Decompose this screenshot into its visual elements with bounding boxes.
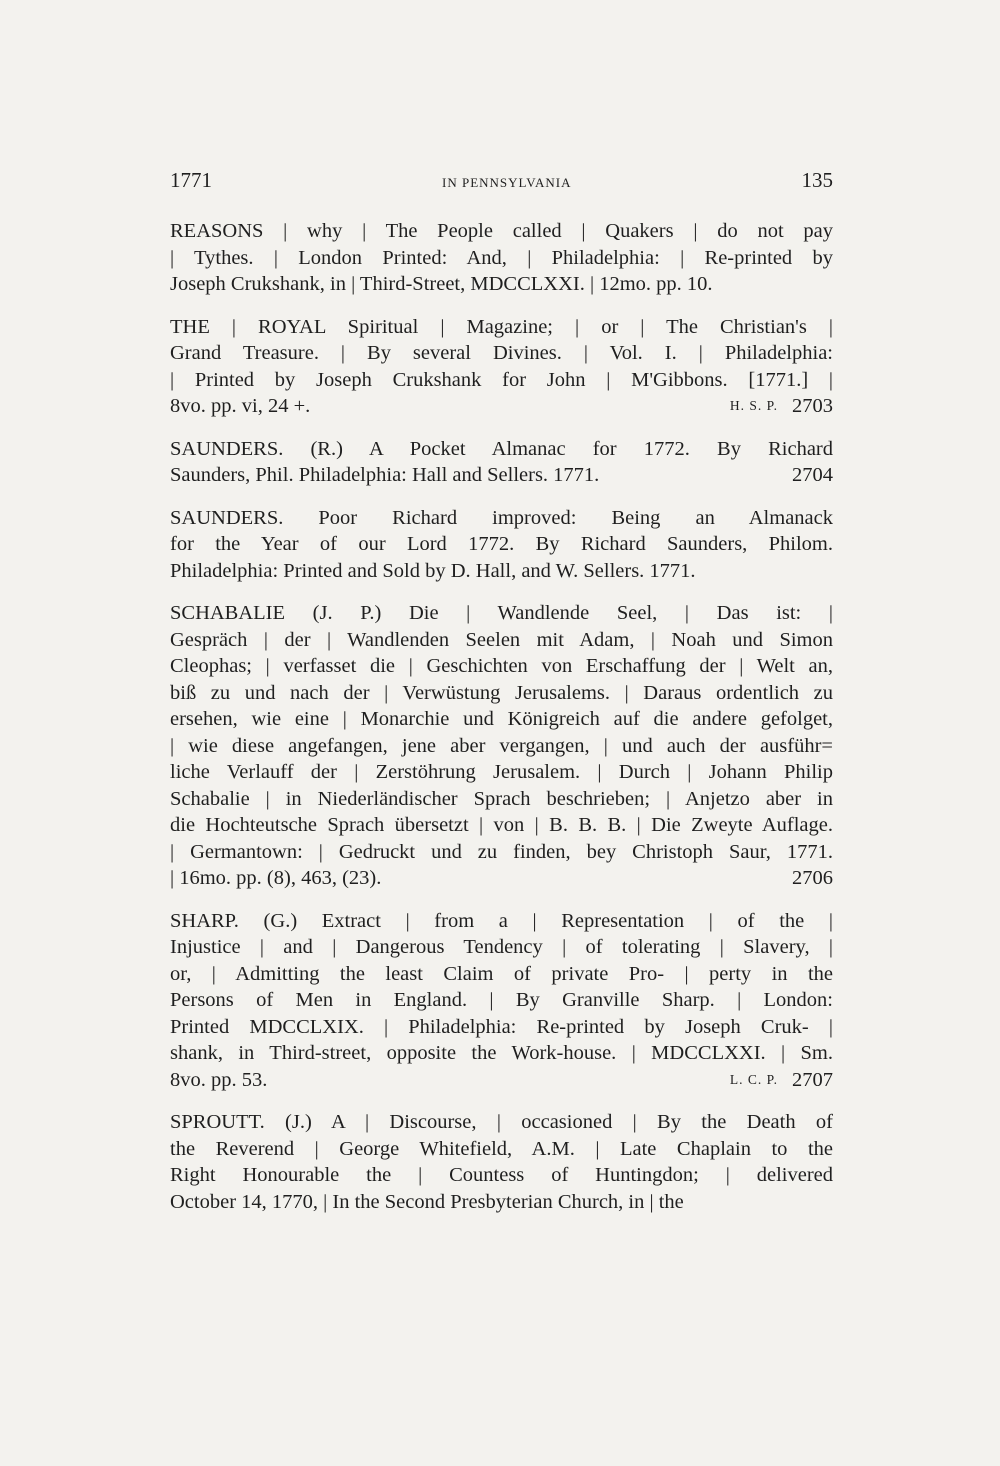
library-sigla: H. S. P. (729, 398, 778, 413)
bibliography-entry (170, 505, 833, 585)
entry-line: Joseph Crukshank, in | Third-Street, MDCCLXXI. | 12mo. pp. 10. (170, 273, 713, 295)
entry-line: Persons of Men in England. | By Granville Sharp. | London: (170, 989, 833, 1011)
entry-line: SHARP. (G.) Extract | from a | Representation | of the | (170, 909, 833, 932)
entry-line: biß zu und nach der | Verwüstung Jerusalems. | Daraus ordentlich zu (170, 681, 833, 704)
entry-line: liche Verlauff der | Zerstöhrung Jerusalem. | Durch | Johann Philip (170, 761, 833, 783)
entry-line: Philadelphia: Printed and Sold by D. Hall, and W. Sellers. 1771. (170, 559, 696, 582)
entry-line: ersehen, wie eine | Monarchie und Königreich auf die andere gefolget, (170, 708, 833, 730)
entry-line: the Reverend | George Whitefield, A.M. | Late Chaplain to the (170, 1137, 833, 1160)
bibliography-entry (170, 1109, 833, 1215)
entry-line: Injustice | and | Dangerous Tendency | of tolerating | Slavery, | (170, 936, 833, 958)
page-number: 135 (801, 168, 833, 192)
entry-list (170, 218, 833, 1215)
entry-line: or, | Admitting the least Claim of private Pro- | perty in the (170, 962, 833, 985)
entry-line: | Tythes. | London Printed: And, | Philadelphia: | Re-printed by (170, 246, 833, 269)
entry-line: October 14, 1770, | In the Second Presbyterian Church, in | the (170, 1190, 684, 1213)
bibliography-entry (170, 600, 833, 892)
library-sigla: L. C. P. (729, 1071, 778, 1087)
entry-line: shank, in Third-street, opposite the Work-house. | MDCCLXXI. | Sm. (170, 1042, 833, 1064)
entry-number: 2703 (792, 395, 833, 417)
bibliography-entry (170, 218, 833, 298)
entry-line: Printed MDCCLXIX. | Philadelphia: Re-printed by Joseph Cruk- | (170, 1015, 833, 1038)
entry-line: Gespräch | der | Wandlenden Seelen mit Adam, | Noah und Simon (170, 628, 833, 651)
header-title: IN PENNSYLVANIA (442, 175, 572, 190)
entry-line: | Germantown: | Gedruckt und zu finden, bey Christoph Saur, 1771. (170, 840, 833, 863)
entry-line: for the Year of our Lord 1772. By Richard Saunders, Philom. (170, 533, 833, 555)
entry-line: Cleophas; | verfasset die | Geschichten von Erschaffung der | Welt an, (170, 655, 833, 677)
page-body (170, 168, 833, 1231)
entry-number: 2707 (792, 1068, 833, 1091)
entry-line: SAUNDERS. Poor Richard improved: Being an Almanack (170, 506, 833, 529)
entry-line: SAUNDERS. (R.) A Pocket Almanac for 1772. By Richard (170, 437, 833, 460)
entry-line: Saunders, Phil. Philadelphia: Hall and Sellers. 1771. (170, 464, 600, 486)
entry-line: | 16mo. pp. (8), 463, (23). (170, 867, 382, 889)
header-year: 1771 (170, 168, 212, 192)
entry-line: | Printed by Joseph Crukshank for John | M'Gibbons. [1771.] | (170, 368, 833, 391)
bibliography-entry (170, 314, 833, 420)
entry-line: 8vo. pp. 53. (170, 1068, 268, 1091)
bibliography-entry (170, 436, 833, 489)
entry-number: 2704 (792, 464, 833, 486)
running-head (170, 168, 833, 198)
entry-last-line (170, 393, 833, 420)
entry-line: 8vo. pp. vi, 24 +. (170, 395, 311, 417)
bibliography-entry (170, 908, 833, 1094)
entry-line: | wie diese angefangen, jene aber vergangen, | und auch der ausführ= (170, 734, 833, 757)
entry-line: die Hochteutsche Sprach übersetzt | von | B. B. B. | Die Zweyte Auflage. (170, 814, 833, 836)
entry-line: Right Honourable the | Countess of Huntingdon; | delivered (170, 1164, 833, 1186)
entry-line: Schabalie | in Niederländischer Sprach beschrieben; | Anjetzo aber in (170, 787, 833, 810)
entry-last-line (170, 462, 833, 489)
entry-line: SCHABALIE (J. P.) Die | Wandlende Seel, | Das ist: | (170, 602, 833, 624)
entry-last-line (170, 1067, 833, 1094)
entry-line: SPROUTT. (J.) A | Discourse, | occasioned | By the Death of (170, 1111, 833, 1133)
entry-number: 2706 (792, 867, 833, 889)
entry-line: Grand Treasure. | By several Divines. | Vol. I. | Philadelphia: (170, 342, 833, 364)
entry-line: REASONS | why | The People called | Quakers | do not pay (170, 220, 833, 242)
entry-last-line (170, 865, 833, 892)
entry-line: THE | ROYAL Spiritual | Magazine; | or | The Christian's | (170, 315, 833, 338)
